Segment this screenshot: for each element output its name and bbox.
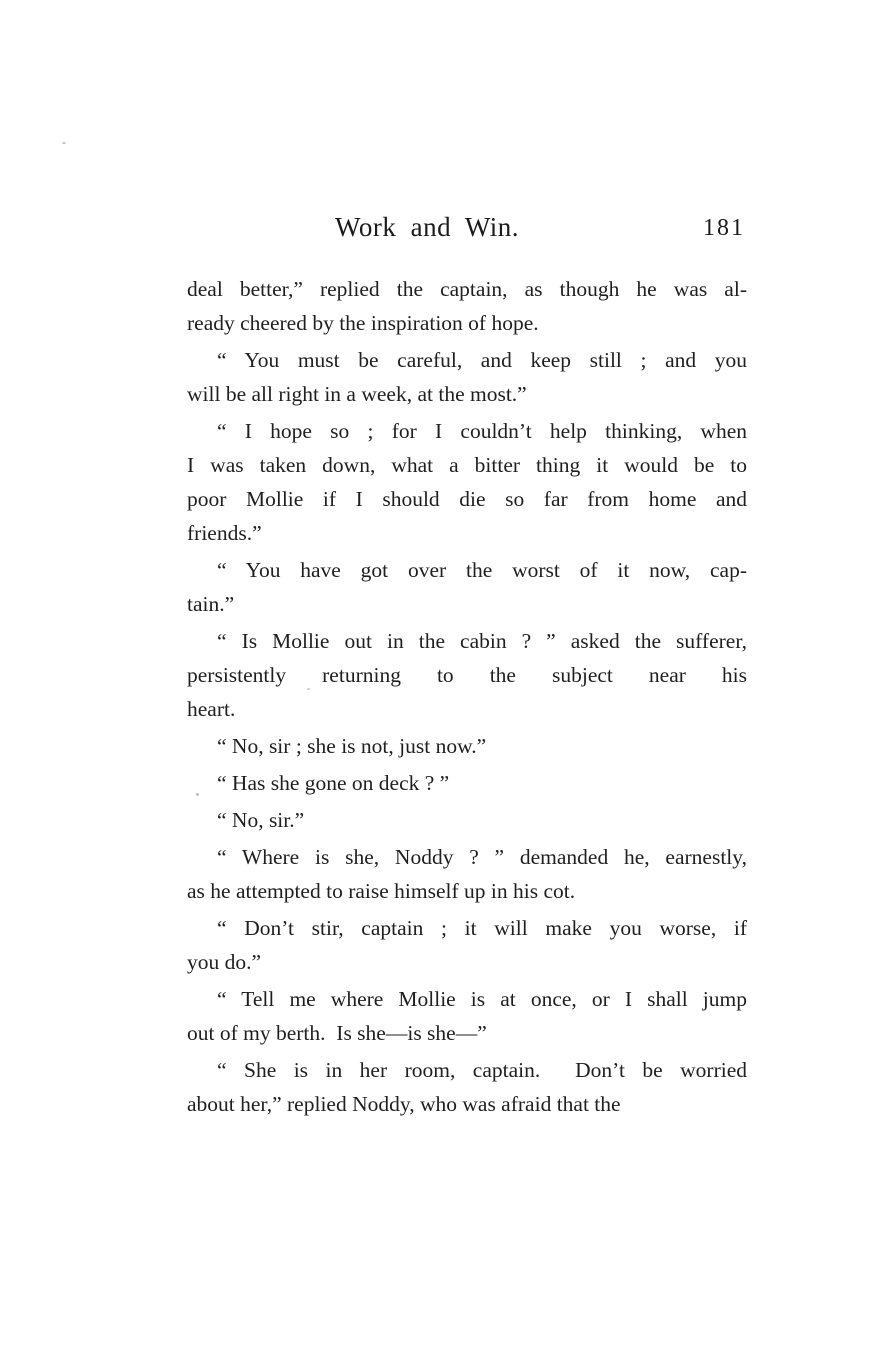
page-header (187, 212, 747, 252)
text-line: “ You have got over the worst of it now, cap- (217, 558, 747, 582)
text-line: as he attempted to raise himself up in his cot. (187, 879, 576, 903)
running-title: Work and Win. (335, 212, 519, 242)
paragraph (187, 840, 747, 908)
paragraph (187, 414, 747, 550)
text-line: heart. (187, 697, 236, 721)
text-line: “ You must be careful, and keep still ; and you (217, 348, 747, 372)
paragraph (187, 982, 747, 1050)
text-line: “ Don’t stir, captain ; it will make you worse, if (217, 916, 747, 940)
text-line: “ Is Mollie out in the cabin ? ” asked the sufferer, (217, 629, 747, 653)
text-line: “ Tell me where Mollie is at once, or I shall jump (217, 987, 747, 1011)
scan-speck (62, 142, 66, 144)
paragraph (187, 766, 747, 800)
paragraph (187, 911, 747, 979)
text-line: “ No, sir.” (217, 808, 305, 832)
text-line: ready cheered by the inspiration of hope. (187, 311, 539, 335)
text-line: “ She is in her room, captain. Don’t be worried (217, 1058, 747, 1082)
text-line: tain.” (187, 592, 235, 616)
text-line: “ Where is she, Noddy ? ” demanded he, earnestly, (217, 845, 747, 869)
text-line: poor Mollie if I should die so far from home and (187, 487, 747, 511)
text-line: out of my berth. Is she—is she—” (187, 1021, 487, 1045)
text-line: “ No, sir ; she is not, just now.” (217, 734, 487, 758)
paragraph (187, 729, 747, 763)
paragraph (187, 1053, 747, 1121)
text-line: deal better,” replied the captain, as though he was al- (187, 277, 747, 301)
paragraph (187, 803, 747, 837)
text-line: will be all right in a week, at the most.” (187, 382, 527, 406)
text-line: about her,” replied Noddy, who was afraid that the (187, 1092, 621, 1116)
paragraph (187, 343, 747, 411)
text-line: persistently returning to the subject near his (187, 663, 747, 687)
text-line: “ I hope so ; for I couldn’t help thinking, when (217, 419, 747, 443)
text-line: I was taken down, what a bitter thing it would be to (187, 453, 747, 477)
text-block (187, 212, 747, 1124)
paragraph (187, 272, 747, 340)
text-line: friends.” (187, 521, 262, 545)
text-line: you do.” (187, 950, 262, 974)
paragraph (187, 553, 747, 621)
paragraph (187, 624, 747, 726)
page-number: 181 (703, 215, 745, 241)
text-line: “ Has she gone on deck ? ” (217, 771, 450, 795)
